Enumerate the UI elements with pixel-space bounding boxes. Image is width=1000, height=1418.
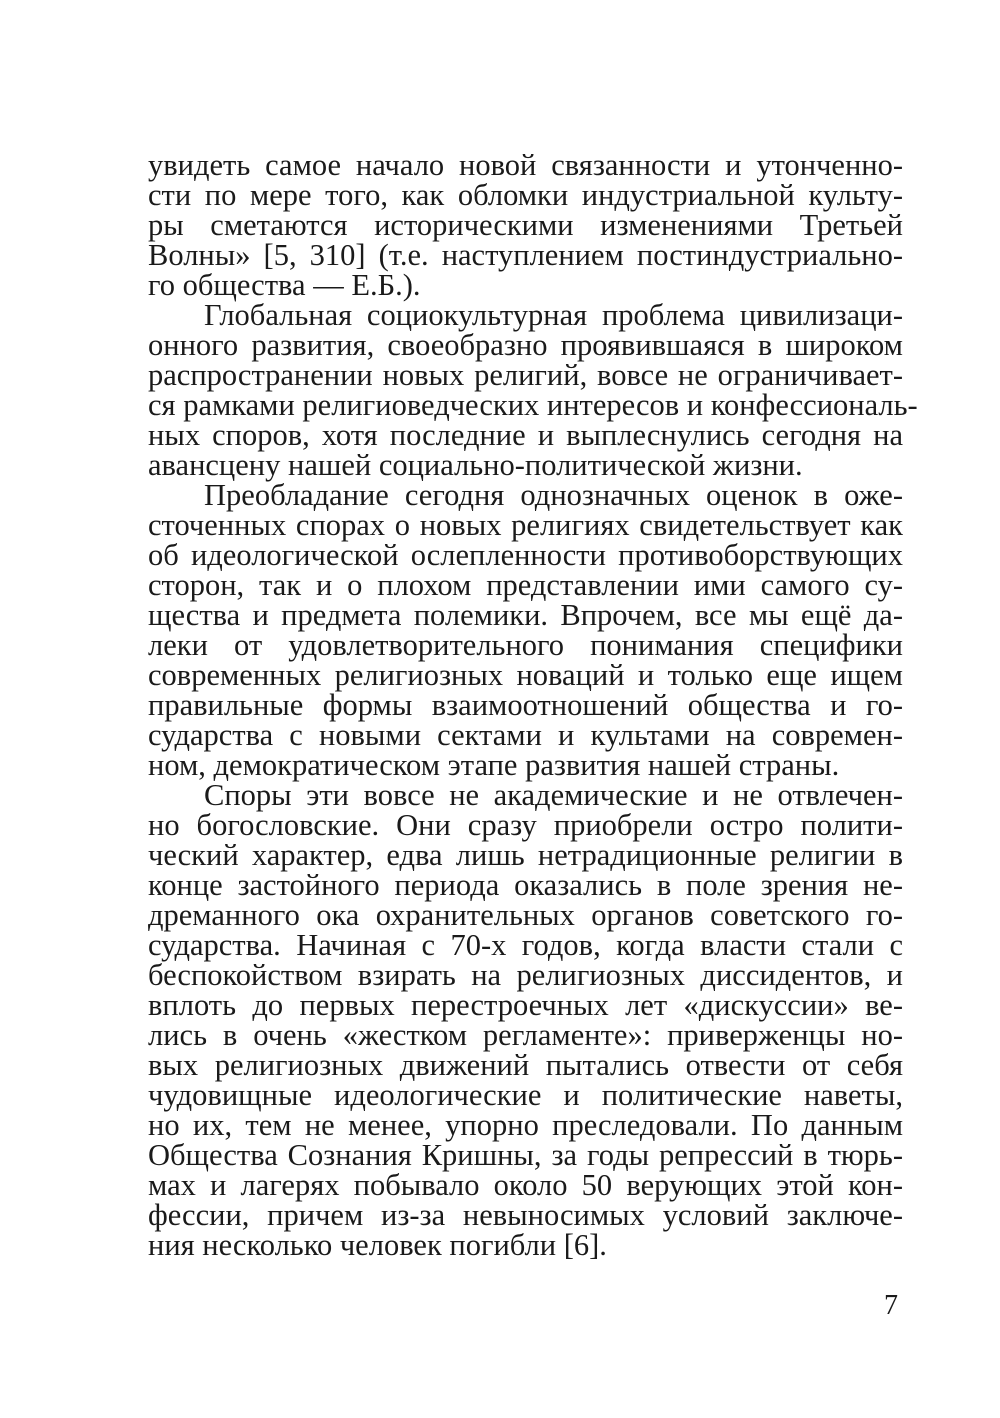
text-line: ния несколько человек погибли [6]. [148, 1228, 607, 1262]
text-line: ных споров, хотя последние и выплеснулись сегодня на [148, 418, 903, 452]
text-line: онного развития, своеобразно проявившаяся в широком [148, 328, 903, 362]
text-line: ном, демократическом этапе развития нашей страны. [148, 748, 840, 782]
text-line: ческий характер, едва лишь нетрадиционные религии в [148, 838, 903, 872]
text-line: правильные формы взаимоотношений общества и го- [148, 688, 903, 722]
text-line: ры сметаются историческими изменениями Третьей [148, 208, 903, 242]
text-line: распространении новых религий, вовсе не ограничивает- [148, 358, 903, 392]
text-line: беспокойством взирать на религиозных диссидентов, и [148, 958, 903, 992]
text-line: щества и предмета полемики. Впрочем, все мы ещё да- [148, 598, 903, 632]
text-line: сти по мере того, как обломки индустриальной культу- [148, 178, 903, 212]
text-line: Преобладание сегодня однозначных оценок в оже- [204, 478, 903, 512]
paragraph [148, 298, 918, 482]
text-line: ся рамками религиоведческих интересов и конфессиональ- [148, 388, 918, 422]
text-line: Общества Сознания Кришны, за годы репрессий в тюрь- [148, 1138, 903, 1172]
paragraph [148, 150, 903, 300]
text-line: Споры эти вовсе не академические и не отвлечен- [204, 778, 903, 812]
paragraph [148, 780, 903, 1260]
text-line: сударства с новыми сектами и культами на современ- [148, 718, 903, 752]
text-line: об идеологической ослепленности противоборствующих [148, 538, 903, 572]
text-line: сторон, так и о плохом представлении ими самого су- [148, 568, 903, 602]
paragraph [148, 480, 903, 780]
text-line: чудовищные идеологические и политические наветы, [148, 1078, 903, 1112]
text-line: вплоть до первых перестроечных лет «дискуссии» ве- [148, 988, 903, 1022]
text-line: но богословские. Они сразу приобрели остро полити- [148, 808, 903, 842]
text-line: лись в очень «жестком регламенте»: приверженцы но- [148, 1018, 903, 1052]
text-line: Волны» [5, 310] (т.е. наступлением постиндустриально- [148, 238, 903, 272]
text-line: авансцену нашей социально-политической жизни. [148, 448, 803, 482]
text-line: Глобальная социокультурная проблема цивилизаци- [204, 298, 903, 332]
text-line: но их, тем не менее, упорно преследовали. По данным [148, 1108, 903, 1142]
text-line: увидеть самое начало новой связанности и утонченно- [148, 148, 903, 182]
text-line: вых религиозных движений пытались отвести от себя [148, 1048, 903, 1082]
page-number: 7 [884, 1290, 898, 1321]
text-line: леки от удовлетворительного понимания специфики [148, 628, 903, 662]
body-text [148, 148, 918, 1262]
text-line: конце застойного периода оказались в поле зрения не- [148, 868, 903, 902]
text-line: дреманного ока охранительных органов советского го- [148, 898, 903, 932]
text-line: современных религиозных новаций и только еще ищем [148, 658, 903, 692]
text-line: сточенных спорах о новых религиях свидетельствует как [148, 508, 903, 542]
text-line: сударства. Начиная с 70-х годов, когда власти стали с [148, 928, 903, 962]
text-line: мах и лагерях побывало около 50 верующих этой кон- [148, 1168, 903, 1202]
text-line: го общества — Е.Б.). [148, 268, 421, 302]
text-line: фессии, причем из-за невыносимых условий заключе- [148, 1198, 903, 1232]
